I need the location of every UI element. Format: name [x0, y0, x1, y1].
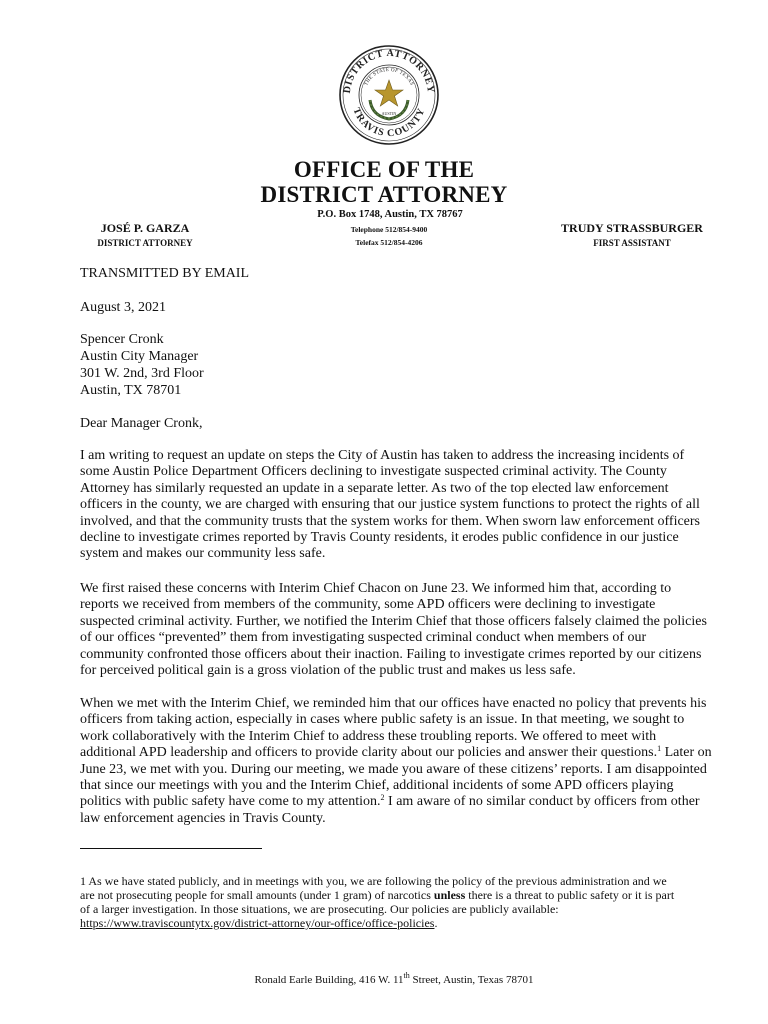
district-attorney-block — [80, 221, 210, 248]
footer-text: Ronald Earle Building, 416 W. 11 — [254, 974, 404, 986]
footnote-line: 1 As we have stated publicly, and in meetings with you, we are following the policy of the previous administration and we — [80, 874, 667, 888]
salutation: Dear Manager Cronk, — [80, 416, 203, 431]
district-attorney-name: JOSÉ P. GARZA — [100, 221, 190, 235]
paragraph-line: some Austin Police Department Officers declining to investigate suspected criminal activity. The County — [80, 464, 667, 480]
footnote-emphasis: unless — [433, 888, 466, 902]
footnote-line — [80, 916, 720, 930]
letter-date: August 3, 2021 — [80, 300, 166, 315]
paragraph-line: community confronted those officers about their inaction. Failing to investigate crimes reported by our citizens — [80, 646, 702, 662]
paragraph-line: system and makes our community less safe. — [80, 546, 326, 562]
paragraph-line — [80, 745, 720, 761]
office-title-line1: OFFICE OF THE — [293, 157, 475, 182]
paragraph-line: that since our meetings with you and the Interim Chief, additional incidents of some APD officers playing — [80, 778, 674, 794]
recipient-name: Spencer Cronk — [80, 332, 164, 347]
office-telephone: Telephone 512/854-9400 — [350, 225, 428, 234]
paragraph-line: involved, and that the community trusts that the system works for them. When sworn law enforcement officers — [80, 513, 701, 529]
office-title-line2: DISTRICT ATTORNEY — [260, 182, 508, 207]
footnote-divider — [80, 848, 262, 849]
line-text: politics with public safety have come to my attention. — [80, 794, 381, 810]
paragraph-line: suspected criminal activity. Further, we notified the Interim Chief that those officers falsely claimed the policies — [80, 613, 707, 629]
line-text: additional APD leadership and officers to provide clarity about our policies and answer their questions. — [80, 745, 658, 761]
footer-text: Street, Austin, Texas 78701 — [409, 974, 534, 986]
seal-outer-text: DISTRICT ATTORNEY — [341, 47, 437, 95]
paragraph-line: When we met with the Interim Chief, we reminded him that our offices have enacted no policy that prevents his — [80, 696, 707, 711]
transmittal-line: TRANSMITTED BY EMAIL — [80, 266, 250, 281]
line-text: I am aware of no similar conduct by officers from other — [384, 794, 700, 810]
footnote-text: there is a threat to public safety or it is part — [465, 888, 675, 902]
office-address: P.O. Box 1748, Austin, TX 78767 — [317, 209, 463, 220]
office-policies-link[interactable]: https://www.traviscountytx.gov/district-attorney/our-office/office-policies — [80, 916, 435, 930]
paragraph-line: reports we received from members of the community, some APD officers were declining to investigate — [80, 597, 656, 613]
seal-inner-text: THE STATE OF TEXAS — [364, 67, 414, 87]
paragraph-line: decline to investigate crimes reported by Travis County residents, it erodes public confidence in our justice — [80, 530, 679, 546]
paragraph-2 — [80, 581, 720, 679]
paragraph-line: law enforcement agencies in Travis County. — [80, 810, 326, 826]
footer-superscript: th — [403, 971, 410, 980]
paragraph-line: I am writing to request an update on steps the City of Austin has taken to address the increasing incidents of — [80, 448, 685, 463]
office-telefax: Telefax 512/854-4206 — [355, 238, 423, 247]
page-footer — [0, 971, 768, 986]
paragraph-3 — [80, 696, 720, 827]
district-attorney-seal — [338, 44, 440, 146]
line-text: Later on — [661, 745, 712, 761]
paragraph-line: Attorney has similarly requested an update in a separate letter. As two of the top elected law enforcement — [80, 480, 669, 496]
paragraph-line: of our offices “prevented” them from investigating suspected criminal conduct when members of our — [80, 630, 647, 646]
paragraph-line: We first raised these concerns with Interim Chief Chacon on June 23. We informed him that, according to — [80, 581, 672, 596]
district-attorney-title: DISTRICT ATTORNEY — [97, 238, 193, 248]
recipient-block — [80, 331, 720, 399]
seal-city-text: AUSTIN — [381, 111, 397, 116]
footnote-ref-1[interactable]: 1 — [657, 744, 662, 754]
paragraph-line — [80, 794, 720, 810]
footnote-text: are not prosecuting people for small amounts (under 1 gram) of narcotics — [80, 888, 434, 902]
first-assistant-title: FIRST ASSISTANT — [593, 238, 671, 248]
recipient-city: Austin, TX 78701 — [80, 383, 182, 398]
footnote-line — [80, 888, 720, 902]
paragraph-line: officers from taking action, especially in cases where public safety is an issue. In that meeting, we sought to — [80, 712, 685, 728]
footnote-ref-2[interactable]: 2 — [380, 793, 385, 803]
footnote-1 — [80, 874, 720, 930]
first-assistant-name: TRUDY STRASSBURGER — [561, 221, 703, 235]
paragraph-line: officers in the county, we are charged with ensuring that our justice system functions to protect the rights of all — [80, 497, 700, 513]
footnote-line: of a larger investigation. In those situations, we are prosecuting. Our policies are publicly available: — [80, 902, 559, 916]
paragraph-line: work collaboratively with the Interim Chief to address these troubling reports. We offered to meet with — [80, 728, 657, 744]
seal-lower-text: TRAVIS COUNTY — [350, 106, 428, 140]
recipient-street: 301 W. 2nd, 3rd Floor — [80, 366, 204, 381]
paragraph-line: June 23, we met with you. During our meeting, we made you aware of these citizens’ reports. I am disappointed — [80, 761, 707, 777]
paragraph-1 — [80, 448, 720, 563]
seal-emblem — [338, 44, 440, 146]
first-assistant-block — [553, 221, 711, 248]
footnote-text: . — [434, 916, 438, 930]
recipient-title: Austin City Manager — [80, 349, 199, 364]
paragraph-line: for perceived political gain is a gross violation of the public trust and makes us less safe. — [80, 663, 576, 679]
